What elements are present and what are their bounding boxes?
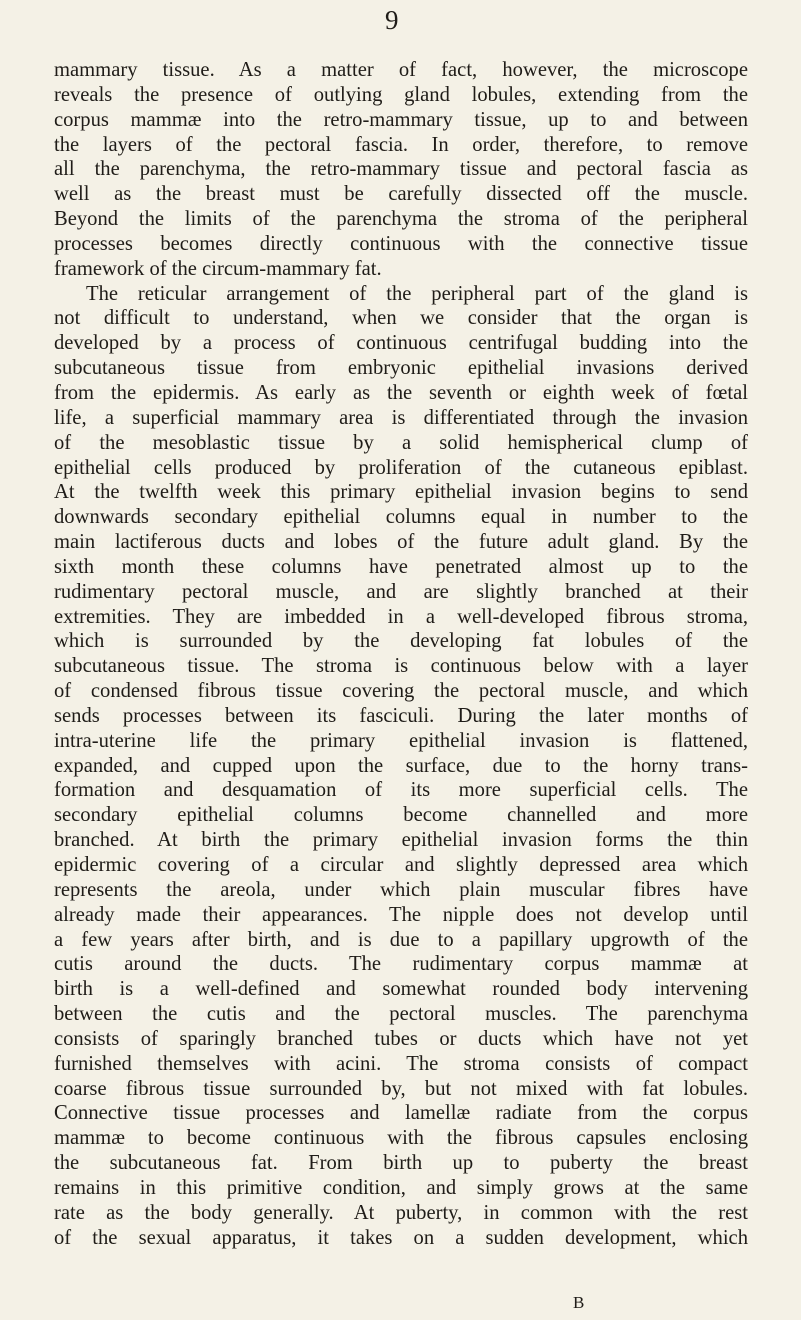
- text-line: not difficult to understand, when we consider that the organ is: [54, 307, 748, 330]
- text-line: extremities. They are imbedded in a well-developed fibrous stroma,: [54, 605, 748, 628]
- text-line: main lactiferous ducts and lobes of the future adult gland. By the: [54, 531, 748, 554]
- text-line: branched. At birth the primary epithelial invasion forms the thin: [54, 829, 748, 852]
- text-line: expanded, and cupped upon the surface, due to the horny trans-: [54, 754, 748, 777]
- text-line: life, a superficial mammary area is differentiated through the invasion: [54, 406, 748, 429]
- text-line: sixth month these columns have penetrated almost up to the: [54, 555, 748, 578]
- text-line: subcutaneous tissue from embryonic epithelial invasions derived: [54, 357, 748, 380]
- text-line: Connective tissue processes and lamellæ radiate from the corpus: [54, 1102, 748, 1125]
- paragraph-1: [54, 58, 748, 282]
- text-line: epidermic covering of a circular and slightly depressed area which: [54, 854, 748, 876]
- text-line: a few years after birth, and is due to a papillary upgrowth of the: [54, 928, 748, 951]
- signature-mark: B: [573, 1293, 585, 1312]
- text-line: of the mesoblastic tissue by a solid hemispherical clump of: [54, 431, 748, 454]
- text-line: consists of sparingly branched tubes or ducts which have not yet: [54, 1027, 748, 1050]
- text-line: sends processes between its fasciculi. During the later months of: [54, 704, 748, 727]
- text-line: At the twelfth week this primary epithelial invasion begins to send: [54, 481, 748, 504]
- text-line: corpus mammæ into the retro-mammary tissue, up to and between: [54, 108, 748, 131]
- text-line: developed by a process of continuous centrifugal budding into the: [54, 332, 748, 355]
- text-line: of the sexual apparatus, it takes on a sudden development, which: [54, 1226, 748, 1249]
- text-line: subcutaneous tissue. The stroma is continuous below with a layer: [54, 655, 748, 678]
- text-line: rudimentary pectoral muscle, and are slightly branched at their: [54, 580, 748, 603]
- text-line: mammæ to become continuous with the fibrous capsules enclosing: [54, 1127, 748, 1150]
- text-line: The reticular arrangement of the peripheral part of the gland is: [86, 282, 748, 305]
- text-line: between the cutis and the pectoral muscles. The parenchyma: [54, 1003, 748, 1026]
- text-line: which is surrounded by the developing fat lobules of the: [54, 630, 748, 653]
- text-line: epithelial cells produced by proliferation of the cutaneous epiblast.: [54, 456, 748, 479]
- text-line: remains in this primitive condition, and simply grows at the same: [54, 1176, 748, 1199]
- text-line: well as the breast must be carefully dissected off the muscle.: [54, 183, 748, 206]
- body-text: [54, 58, 748, 1251]
- text-line: formation and desquamation of its more superficial cells. The: [54, 779, 748, 802]
- text-line: Beyond the limits of the parenchyma the stroma of the peripheral: [54, 208, 748, 231]
- text-line: cutis around the ducts. The rudimentary corpus mammæ at: [54, 953, 748, 976]
- text-line: the layers of the pectoral fascia. In order, therefore, to remove: [54, 133, 748, 156]
- text-line: all the parenchyma, the retro-mammary tissue and pectoral fascia as: [54, 158, 748, 181]
- text-line: coarse fibrous tissue surrounded by, but not mixed with fat lobules.: [54, 1077, 748, 1100]
- text-line: mammary tissue. As a matter of fact, however, the microscope: [54, 59, 748, 81]
- text-line: intra-uterine life the primary epithelial invasion is flattened,: [54, 729, 748, 752]
- page-number: 9: [385, 5, 399, 35]
- text-line: birth is a well-defined and somewhat rounded body intervening: [54, 978, 748, 1001]
- text-line: represents the areola, under which plain muscular fibres have: [54, 878, 748, 901]
- text-line: framework of the circum-mammary fat.: [54, 257, 382, 280]
- text-line: from the epidermis. As early as the seventh or eighth week of fœtal: [54, 381, 748, 404]
- text-line: processes becomes directly continuous with the connective tissue: [54, 232, 748, 255]
- text-line: rate as the body generally. At puberty, in common with the rest: [54, 1201, 748, 1224]
- text-line: secondary epithelial columns become channelled and more: [54, 804, 748, 827]
- text-line: downwards secondary epithelial columns equal in number to the: [54, 506, 748, 529]
- text-line: of condensed fibrous tissue covering the pectoral muscle, and which: [54, 680, 748, 703]
- paragraph-2: [54, 282, 748, 1251]
- text-line: the subcutaneous fat. From birth up to puberty the breast: [54, 1152, 748, 1175]
- text-line: already made their appearances. The nipple does not develop until: [54, 903, 748, 926]
- text-line: furnished themselves with acini. The stroma consists of compact: [54, 1052, 748, 1075]
- text-line: reveals the presence of outlying gland lobules, extending from the: [54, 83, 748, 106]
